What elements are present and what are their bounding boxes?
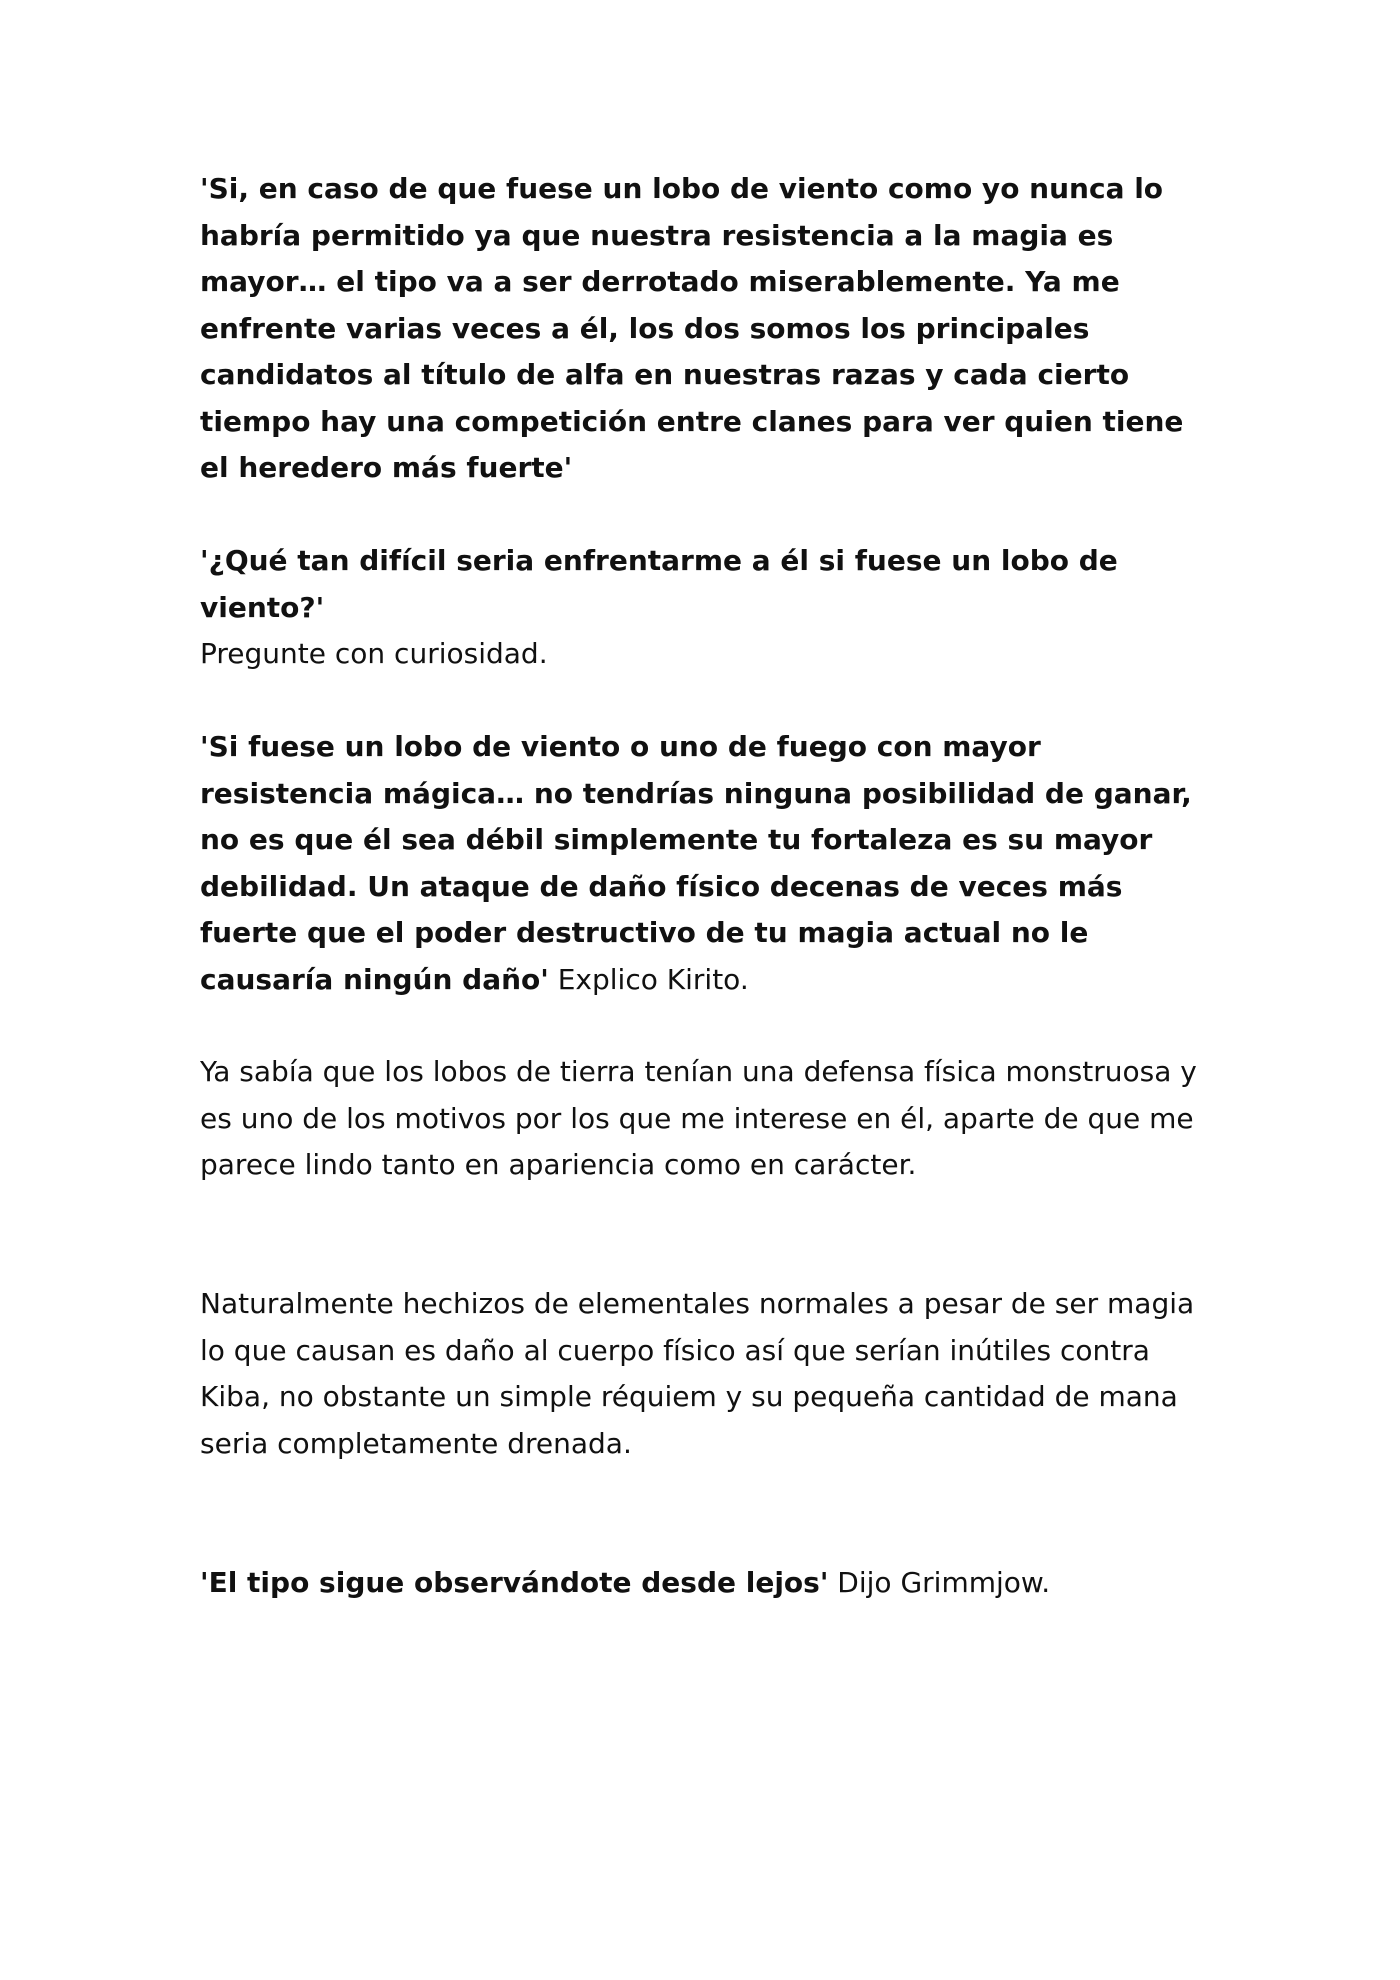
paragraph-6-narration: Dijo Grimmjow.	[828, 1566, 1051, 1599]
paragraph-5	[200, 1281, 1210, 1467]
paragraph-1-dialogue: 'Si, en caso de que fuese un lobo de viento como yo nunca lo habría permitido ya que nuestra resistencia a la magia es mayor… el tipo va a ser derrotado miserablemente. Ya me enfrente varias veces a él, los dos somos los principales candidatos al título de alfa en nuestras razas y cada cierto tiempo hay una competición entre clanes para ver quien tiene el heredero más fuerte'	[200, 172, 1184, 484]
paragraph-4	[200, 1049, 1210, 1189]
paragraph-3	[200, 724, 1210, 1003]
paragraph-5-narration: Naturalmente hechizos de elementales normales a pesar de ser magia lo que causan es daño al cuerpo físico así que serían inútiles contra Kiba, no obstante un simple réquiem y su pequeña cantidad de mana seria completamente drenada.	[200, 1287, 1195, 1460]
paragraph-2-narration: Pregunte con curiosidad.	[200, 637, 548, 670]
paragraph-2	[200, 538, 1210, 678]
paragraph-2-dialogue: '¿Qué tan difícil seria enfrentarme a él si fuese un lobo de viento?'	[200, 544, 1118, 624]
paragraph-1	[200, 166, 1210, 492]
paragraph-3-dialogue: 'Si fuese un lobo de viento o uno de fuego con mayor resistencia mágica… no tendrías ninguna posibilidad de ganar, no es que él sea débil simplemente tu fortaleza es su mayor debilidad. Un ataque de daño físico decenas de veces más fuerte que el poder destructivo de tu magia actual no le causaría ningún daño'	[200, 730, 1192, 996]
paragraph-6	[200, 1560, 1210, 1607]
paragraph-6-dialogue: 'El tipo sigue observándote desde lejos'	[200, 1566, 829, 1599]
paragraph-3-narration: Explico Kirito.	[548, 962, 749, 996]
paragraph-4-narration: Ya sabía que los lobos de tierra tenían una defensa física monstruosa y es uno de los motivos por los que me interese en él, aparte de que me parece lindo tanto en apariencia como en carácter.	[200, 1055, 1197, 1181]
